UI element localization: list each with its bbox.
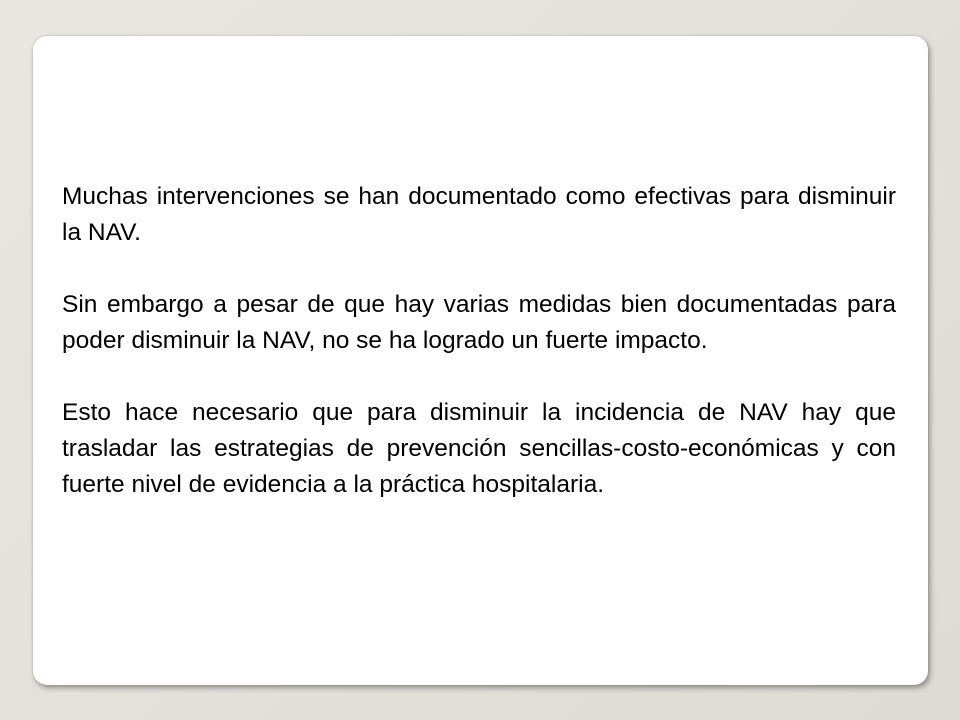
slide-body <box>62 179 896 503</box>
paragraph-3: Esto hace necesario que para disminuir la incidencia de NAV hay que trasladar las estrategias de prevención sencillas-costo-económicas y con fuerte nivel de evidencia a la práctica hospitalaria. <box>62 399 896 498</box>
paragraph-1: Muchas intervenciones se han documentado como efectivas para disminuir la NAV. <box>62 183 896 246</box>
paragraph-2: Sin embargo a pesar de que hay varias medidas bien documentadas para poder disminuir la NAV, no se ha logrado un fuerte impacto. <box>62 291 896 354</box>
